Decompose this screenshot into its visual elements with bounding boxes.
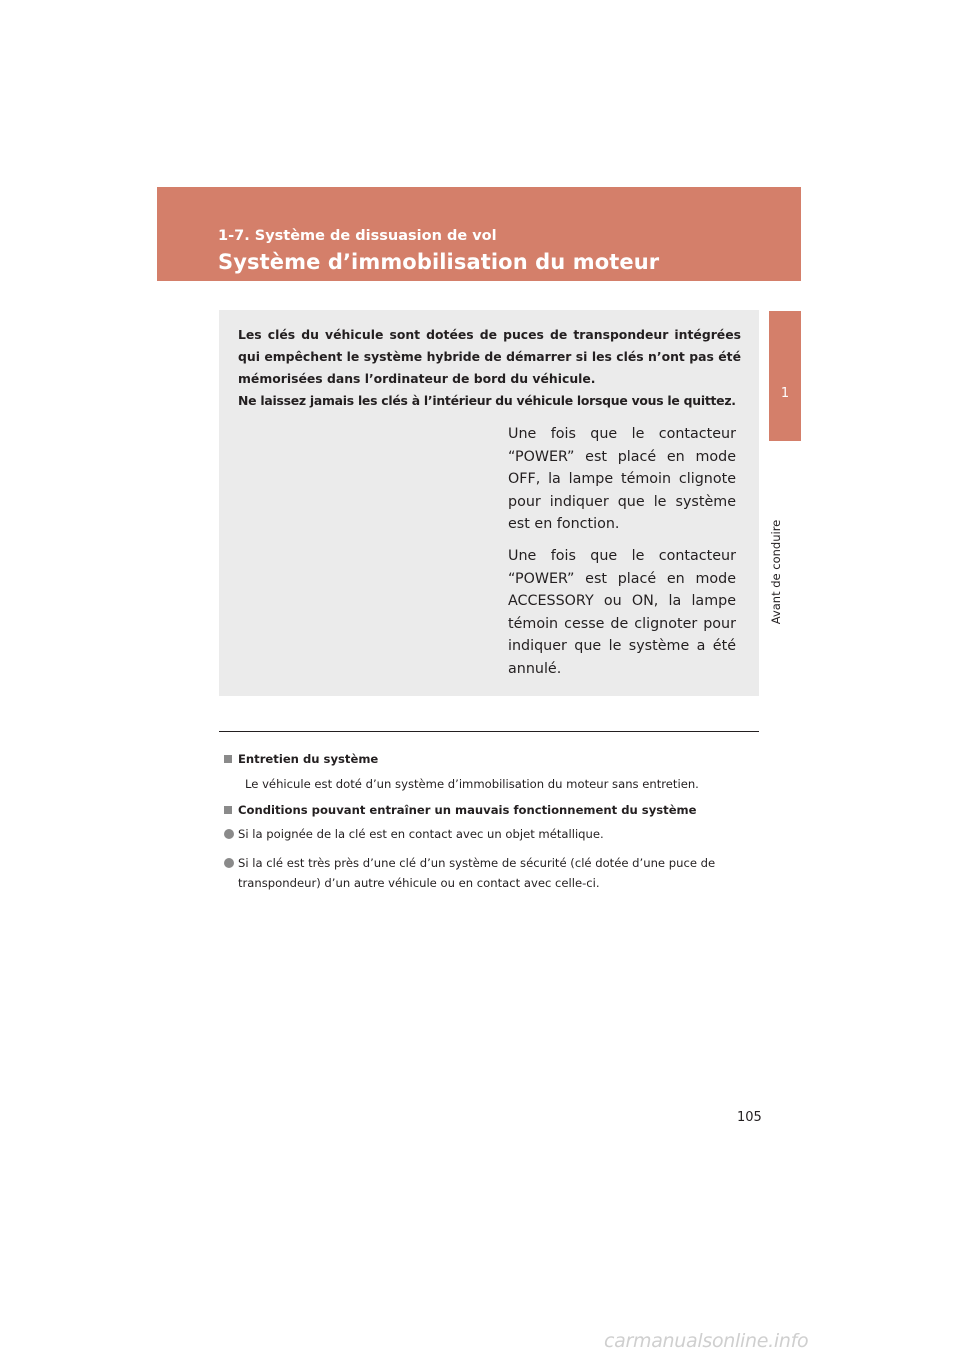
- square-bullet-icon: [224, 806, 232, 814]
- chapter-tab: [769, 311, 801, 441]
- circle-bullet-icon: [224, 829, 234, 839]
- page-number: 105: [737, 1110, 762, 1125]
- conditions-heading: [224, 803, 697, 817]
- header-band: [157, 187, 801, 281]
- square-bullet-icon: [224, 755, 232, 763]
- list-item-text: Si la clé est très près d’une clé d’un système de sécurité (clé dotée d’une puce de transpondeur) d’un autre véhicule ou en contact avec celle-ci.: [238, 856, 716, 890]
- chapter-label: Avant de conduire: [769, 519, 783, 625]
- chapter-number: 1: [780, 386, 790, 401]
- lamp-flashing-text: Une fois que le contacteur “POWER” est placé en mode OFF, la lampe témoin clignote pour indiquer que le système est en fonction.: [508, 426, 736, 532]
- divider: [219, 731, 759, 732]
- maintenance-heading: [224, 752, 378, 766]
- watermark: carmanualsonline.info: [604, 1330, 809, 1352]
- page-title: Système d’immobilisation du moteur: [218, 250, 660, 274]
- lamp-stopped-text: Une fois que le contacteur “POWER” est placé en mode ACCESSORY ou ON, la lampe témoin cesse de clignoter pour indiquer que le système a été annulé.: [508, 548, 736, 677]
- warning-paragraph: Ne laissez jamais les clés à l’intérieur du véhicule lorsque vous le quittez.: [238, 393, 736, 408]
- circle-bullet-icon: [224, 858, 234, 868]
- maintenance-heading-text: Entretien du système: [238, 752, 379, 766]
- list-item-text: Si la poignée de la clé est en contact avec un objet métallique.: [238, 827, 604, 841]
- section-label: 1-7. Système de dissuasion de vol: [218, 228, 497, 244]
- maintenance-body: Le véhicule est doté d’un système d’immobilisation du moteur sans entretien.: [245, 777, 699, 791]
- intro-paragraph: Les clés du véhicule sont dotées de puces de transpondeur intégrées qui empêchent le système hybride de démarrer si les clés n’ont pas été mémorisées dans l’ordinateur de bord du véhicule.: [238, 327, 741, 386]
- intro-text: [238, 324, 741, 412]
- conditions-heading-text: Conditions pouvant entraîner un mauvais fonctionnement du système: [238, 803, 697, 817]
- info-box: [219, 310, 759, 696]
